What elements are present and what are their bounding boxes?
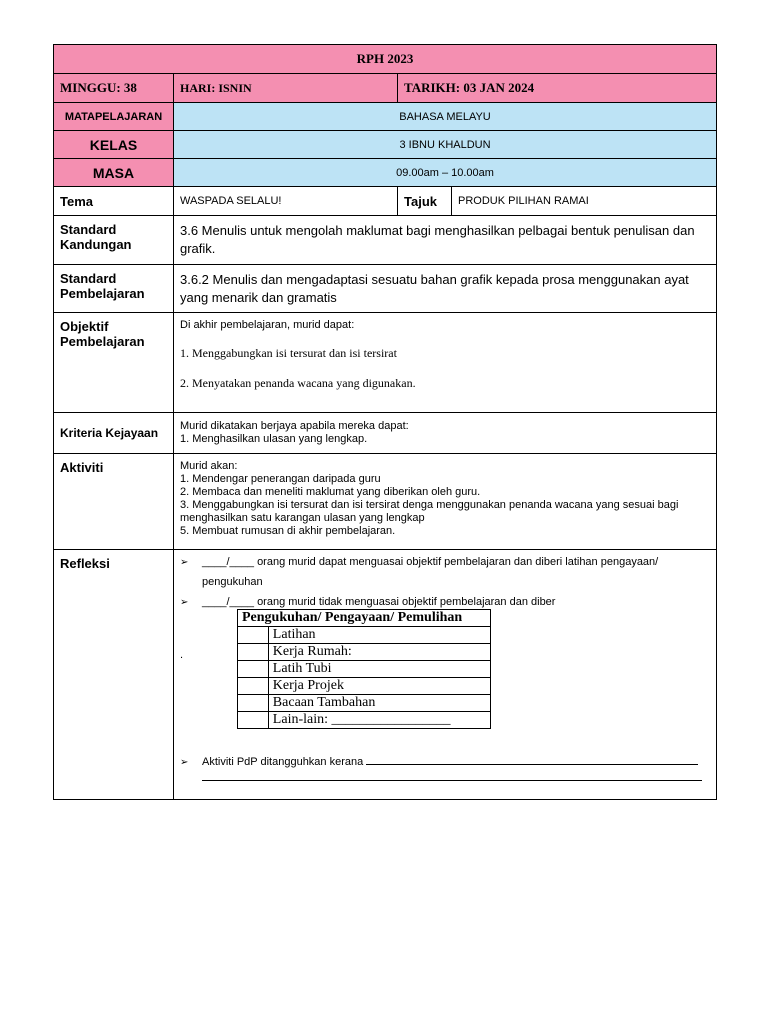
option-checkbox[interactable]: [238, 712, 269, 729]
refleksi-row: [54, 550, 717, 800]
aktiviti-item: 5. Membuat rumusan di akhir pembelajaran.: [180, 525, 396, 537]
objektif-intro: Di akhir pembelajaran, murid dapat:: [180, 319, 355, 331]
stray-dot: .: [180, 649, 184, 661]
option-label: Lain-lain: _________________: [268, 712, 490, 729]
aktiviti-cell: [174, 454, 717, 550]
tema-value: WASPADA SELALU!: [174, 187, 398, 216]
tangguh-blank[interactable]: [366, 764, 698, 765]
standard-pembelajaran-label: Standard Pembelajaran: [54, 265, 174, 313]
tajuk-value: PRODUK PILIHAN RAMAI: [452, 187, 717, 216]
kriteria-item: 1. Menghasilkan ulasan yang lengkap.: [180, 433, 368, 445]
page-title: RPH 2023: [54, 45, 717, 74]
tangguh-text: Aktiviti PdP ditangguhkan kerana: [202, 756, 364, 768]
objektif-item: 2. Menyatakan penanda wacana yang digunakan.: [180, 376, 416, 390]
option-row[interactable]: [238, 712, 491, 729]
tema-label: Tema: [54, 187, 174, 216]
rph-table: [53, 44, 717, 800]
refleksi-line-2: [180, 596, 710, 609]
option-checkbox[interactable]: [238, 644, 269, 661]
option-row[interactable]: [238, 644, 491, 661]
option-label: Latihan: [268, 627, 490, 644]
kriteria-label: Kriteria Kejayaan: [54, 413, 174, 454]
options-table: [237, 609, 491, 729]
arrowhead-bullet-icon: ➢: [180, 557, 189, 568]
masa-value: 09.00am – 10.00am: [174, 159, 717, 187]
option-label: Bacaan Tambahan: [268, 695, 490, 712]
standard-kandungan-label: Standard Kandungan: [54, 216, 174, 265]
arrowhead-bullet-icon: ➢: [180, 597, 189, 608]
tarikh: TARIKH: 03 JAN 2024: [398, 74, 717, 103]
hari: HARI: ISNIN: [174, 74, 398, 103]
title-row: [54, 45, 717, 74]
minggu: MINGGU: 38: [54, 74, 174, 103]
option-row[interactable]: [238, 695, 491, 712]
option-label: Latih Tubi: [268, 661, 490, 678]
option-row[interactable]: [238, 678, 491, 695]
objektif-row: [54, 313, 717, 413]
objektif-cell: [174, 313, 717, 413]
option-checkbox[interactable]: [238, 695, 269, 712]
tajuk-label: Tajuk: [398, 187, 452, 216]
options-header: Pengukuhan/ Pengayaan/ Pemulihan: [238, 610, 491, 627]
aktiviti-item: 2. Membaca dan meneliti maklumat yang diberikan oleh guru.: [180, 486, 481, 498]
options-header-row: [238, 610, 491, 627]
masa-label: MASA: [54, 159, 174, 187]
refleksi-blank[interactable]: ____/____: [202, 556, 254, 568]
arrowhead-bullet-icon: ➢: [180, 757, 189, 768]
refleksi-line-1: [180, 556, 710, 569]
refleksi-blank[interactable]: ____/____: [202, 596, 254, 608]
aktiviti-item: 3. Menggabungkan isi tersurat dan isi tersirat denga menggunakan penanda wacana yang sesuai bagi menghasilkan satu karangan ulasan yang lengkap: [180, 499, 679, 524]
standard-kandungan-value: 3.6 Menulis untuk mengolah maklumat bagi menghasilkan pelbagai bentuk penulisan dan grafik.: [174, 216, 717, 265]
aktiviti-intro: Murid akan:: [180, 460, 238, 472]
matapelajaran-row: [54, 103, 717, 131]
refleksi-label: Refleksi: [54, 550, 174, 800]
option-checkbox[interactable]: [238, 661, 269, 678]
kelas-row: [54, 131, 717, 159]
matapelajaran-value: BAHASA MELAYU: [174, 103, 717, 131]
option-label: Kerja Projek: [268, 678, 490, 695]
standard-pembelajaran-value: 3.6.2 Menulis dan mengadaptasi sesuatu bahan grafik kepada prosa menggunakan ayat yang menarik dan gramatis: [174, 265, 717, 313]
option-label: Kerja Rumah:: [268, 644, 490, 661]
aktiviti-row: [54, 454, 717, 550]
option-checkbox[interactable]: [238, 678, 269, 695]
date-row: [54, 74, 717, 103]
refleksi-text: orang murid dapat menguasai objektif pembelajaran dan diberi latihan pengayaan/: [257, 556, 659, 568]
masa-row: [54, 159, 717, 187]
aktiviti-label: Aktiviti: [54, 454, 174, 550]
kelas-value: 3 IBNU KHALDUN: [174, 131, 717, 159]
objektif-label: Objektif Pembelajaran: [54, 313, 174, 413]
standard-pembelajaran-row: [54, 265, 717, 313]
refleksi-line-1-cont: pengukuhan: [202, 576, 263, 588]
refleksi-cell: [174, 550, 717, 800]
tangguh-line: [180, 756, 710, 769]
kelas-label: KELAS: [54, 131, 174, 159]
kriteria-intro: Murid dikatakan berjaya apabila mereka dapat:: [180, 420, 409, 432]
kriteria-cell: [174, 413, 717, 454]
refleksi-text: orang murid tidak menguasai objektif pembelajaran dan diber: [257, 596, 556, 608]
aktiviti-item: 1. Mendengar penerangan daripada guru: [180, 473, 381, 485]
kriteria-row: [54, 413, 717, 454]
option-row[interactable]: [238, 661, 491, 678]
option-row[interactable]: [238, 627, 491, 644]
tema-row: [54, 187, 717, 216]
matapelajaran-label: MATAPELAJARAN: [54, 103, 174, 131]
tangguh-blank-line-2[interactable]: [202, 779, 702, 781]
option-checkbox[interactable]: [238, 627, 269, 644]
standard-kandungan-row: [54, 216, 717, 265]
objektif-item: 1. Menggabungkan isi tersurat dan isi tersirat: [180, 346, 397, 360]
